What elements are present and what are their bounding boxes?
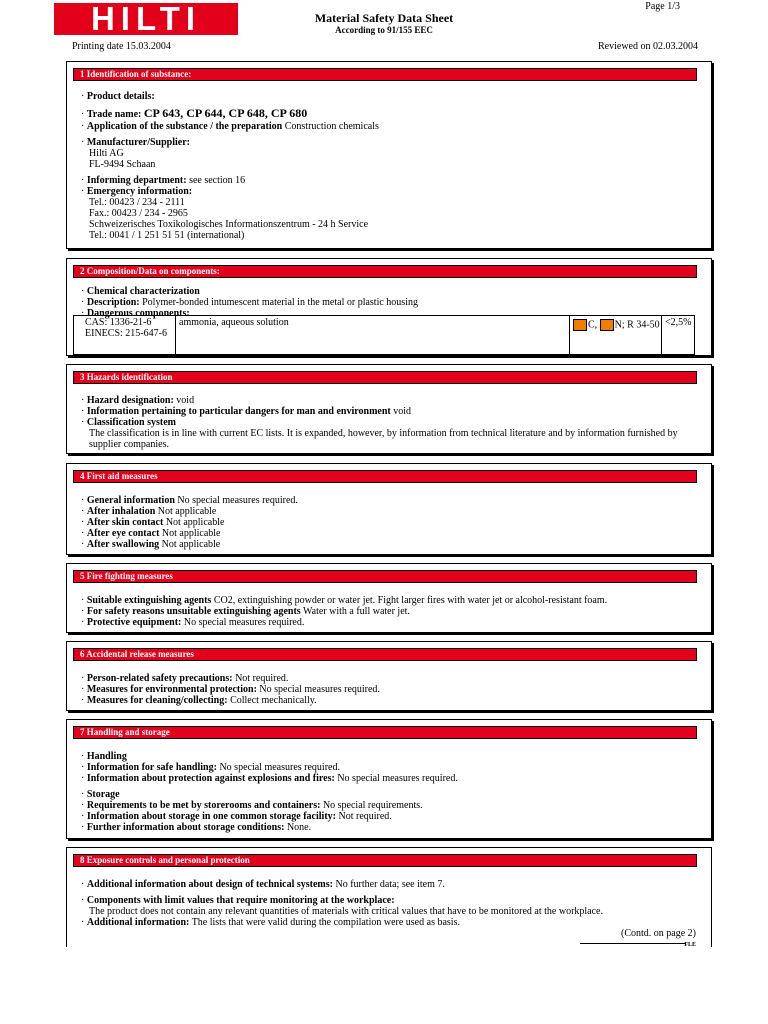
hilti-logo (54, 3, 238, 35)
item-label: Person-related safety precautions: (86, 673, 233, 684)
section-body: · Hazard designation: void · Information pertaining to particular dangers for man and environment void · Classification system The classification is in line with current EC lists. It is expanded, however, by information from technical literature and by information furnished by supplier companies. (81, 395, 697, 450)
item-value: Not applicable (157, 506, 217, 517)
danger-info-value: void (393, 406, 412, 417)
emergency-label: Emergency information: (86, 186, 193, 197)
item-value: Not applicable (161, 528, 221, 539)
reviewed-date: Reviewed on 02.03.2004 (598, 41, 698, 52)
components-table (73, 315, 695, 355)
application-value: Construction chemicals (284, 121, 379, 132)
item-label: General information (86, 495, 175, 506)
component-name: ammonia, aqueous solution (179, 317, 289, 328)
chem-char-label: Chemical characterization (86, 286, 200, 297)
item-label: Requirements to be met by storerooms and containers: (86, 800, 321, 811)
section-fire-fighting (66, 563, 712, 633)
section-heading: 1 Identification of substance: (73, 68, 697, 81)
classification-label: Classification system (86, 417, 177, 428)
section-heading: 4 First aid measures (73, 470, 697, 483)
item-label: Suitable extinguishing agents (86, 595, 212, 606)
section-hazards (66, 364, 712, 454)
cas-cell (74, 316, 176, 354)
trade-name-value: CP 643, CP 644, CP 648, CP 680 (143, 106, 308, 120)
item-value: Not required. (235, 673, 289, 684)
item-value: No special measures required. (337, 773, 458, 784)
logo-text: HILTI (90, 3, 202, 35)
storage-label: Storage (86, 789, 120, 800)
emergency-line: Tel.: 0041 / 1 251 51 51 (international) (89, 230, 245, 241)
section-exposure-controls (66, 847, 712, 947)
emergency-line: Fax.: 00423 / 234 - 2965 (89, 208, 188, 219)
section-body: · Additional information about design of technical systems: No further data; see item 7. · Components with limit values that require monitoring at the workplace: The product does not contain any relevant quantities of materials with critical values that have to be monitored at the workplace. · Additional information: The lists that were valid during the compilation were used as basis. (81, 879, 697, 928)
classification-line: supplier companies. (89, 439, 169, 450)
cas-number: CAS: 1336-21-6 (85, 317, 152, 328)
continued-note: (Contd. on page 2) (621, 928, 696, 939)
section-heading: 7 Handling and storage (73, 726, 697, 739)
page-number: Page 1/3 (645, 1, 680, 12)
product-details-label: Product details: (86, 91, 155, 102)
item-value: Not required. (338, 811, 392, 822)
informing-label: Informing department: (86, 175, 187, 186)
item-label: After swallowing (86, 539, 160, 550)
symbol-n: N; R 34-50 (614, 319, 660, 331)
item-value: No special measures required. (177, 495, 298, 506)
einecs-number: EINECS: 215-647-6 (85, 328, 167, 339)
item-value: No special measures required. (183, 617, 305, 628)
manufacturer-line: FL-9494 Schaan (89, 159, 156, 170)
item-label: Information about protection against explosions and fires: (86, 773, 335, 784)
manufacturer-label: Manufacturer/Supplier: (86, 137, 190, 148)
item-value: Collect mechanically. (230, 695, 317, 706)
emergency-line: Schweizerisches Toxikologisches Informationszentrum - 24 h Service (89, 219, 369, 230)
symbols-cell (570, 316, 662, 354)
item-label: After skin contact (86, 517, 164, 528)
description-value: Polymer-bonded intumescent material in the metal or plastic housing (142, 297, 418, 308)
section-accidental-release (66, 641, 712, 711)
item-label: Information about storage in one common storage facility: (86, 811, 336, 822)
hazard-value: void (176, 395, 195, 406)
item-value: Not applicable (161, 539, 221, 550)
environment-hazard-icon (600, 319, 614, 331)
handling-label: Handling (86, 751, 127, 762)
design-label: Additional information about design of technical systems: (86, 879, 333, 890)
design-value: No further data; see item 7. (335, 879, 445, 890)
concentration: <2,5% (665, 317, 692, 328)
item-value: None. (286, 822, 312, 833)
item-label: Protective equipment: (86, 617, 182, 628)
symbol-c: C, (588, 319, 598, 331)
item-label: For safety reasons unsuitable extinguishing agents (86, 606, 301, 617)
item-value: No special requirements. (322, 800, 423, 811)
application-label: Application of the substance / the preparation (86, 121, 283, 132)
item-label: After eye contact (86, 528, 160, 539)
components-label: Components with limit values that require monitoring at the workplace: (86, 895, 395, 906)
description-label: Description: (86, 297, 140, 308)
section-body: · Handling · Information for safe handling: No special measures required. · Information about protection against explosions and fires: No special measures required. · Storage · Requirements to be met by storerooms and containers: No special requirements. · Information about storage in one common storage facility: Not required. · Further information about storage conditions: None. (81, 751, 458, 833)
item-value: Water with a full water jet. (303, 606, 410, 617)
section-first-aid (66, 463, 712, 555)
footer-code: FLE (684, 942, 696, 948)
hazard-label: Hazard designation: (86, 395, 174, 406)
document-subtitle: According to 91/155 EEC (335, 25, 433, 35)
section-composition (66, 258, 712, 356)
item-label: Measures for environmental protection: (86, 684, 257, 695)
item-label: Information for safe handling: (86, 762, 217, 773)
section-handling-storage (66, 719, 712, 839)
manufacturer-line: Hilti AG (89, 148, 124, 159)
section-body: · Suitable extinguishing agents CO2, extinguishing powder or water jet. Fight larger fires with water jet or alcohol-resistant foam. · For safety reasons unsuitable extinguishing agents Water with a full water jet. · Protective equipment: No special measures required. (81, 595, 608, 628)
section-heading: 2 Composition/Data on components: (73, 265, 697, 278)
section-identification (66, 61, 712, 249)
components-line: The product does not contain any relevant quantities of materials with critical values that have to be monitored at the workplace. (89, 906, 603, 917)
trade-name-label: Trade name: (86, 109, 142, 120)
section-body: · Chemical characterization · Description: Polymer-bonded intumescent material in the metal or plastic housing · Dangerous components: (81, 286, 418, 319)
item-value: No special measures required. (219, 762, 340, 773)
additional-label: Additional information: (86, 917, 190, 928)
printing-date: Printing date 15.03.2004 (72, 41, 171, 52)
section-body: · General information No special measures required. · After inhalation Not applicable · After skin contact Not applicable · After eye contact Not applicable · After swallowing Not applicable (81, 495, 298, 550)
classification-line: The classification is in line with current EC lists. It is expanded, however, by information from technical literature and by information furnished by (89, 428, 678, 439)
section-heading: 3 Hazards identification (73, 371, 697, 384)
section-heading: 5 Fire fighting measures (73, 570, 697, 583)
emergency-line: Tel.: 00423 / 234 - 2111 (89, 197, 185, 208)
danger-info-label: Information pertaining to particular dangers for man and environment (86, 406, 391, 417)
item-label: After inhalation (86, 506, 156, 517)
section-body: · Person-related safety precautions: Not required. · Measures for environmental protection: No special measures required. · Measures for cleaning/collecting: Collect mechanically. (81, 673, 380, 706)
item-value: Not applicable (165, 517, 225, 528)
footer-rule (580, 943, 686, 944)
informing-value: see section 16 (189, 175, 246, 186)
item-value: No special measures required. (259, 684, 380, 695)
corrosive-hazard-icon (573, 319, 587, 331)
section-heading: 8 Exposure controls and personal protection (73, 854, 697, 867)
section-heading: 6 Accidental release measures (73, 648, 697, 661)
section-body: · Product details: · Trade name: CP 643, CP 644, CP 648, CP 680 · Application of the substance / the preparation Construction chemicals · Manufacturer/Supplier: Hilti AG FL-9494 Schaan · Informing department: see section 16 · Emergency information: Tel.: 00423 / 234 - 2111 Fax.: 00423 / 234 - 2965 Schweizerisches Toxikologisches Informationszentrum - 24 h Service Tel.: 0041 / 1 251 51 51 (international) (81, 91, 697, 241)
dangerous-components-label: Dangerous components: (86, 308, 190, 319)
document-title: Material Safety Data Sheet (314, 11, 454, 25)
additional-value: The lists that were valid during the compilation were used as basis. (191, 917, 460, 928)
component-name-cell (176, 316, 570, 354)
item-value: CO2, extinguishing powder or water jet. Fight larger fires with water jet or alcohol-resistant foam. (213, 595, 608, 606)
item-label: Measures for cleaning/collecting: (86, 695, 228, 706)
concentration-cell (662, 316, 694, 354)
item-label: Further information about storage conditions: (86, 822, 285, 833)
